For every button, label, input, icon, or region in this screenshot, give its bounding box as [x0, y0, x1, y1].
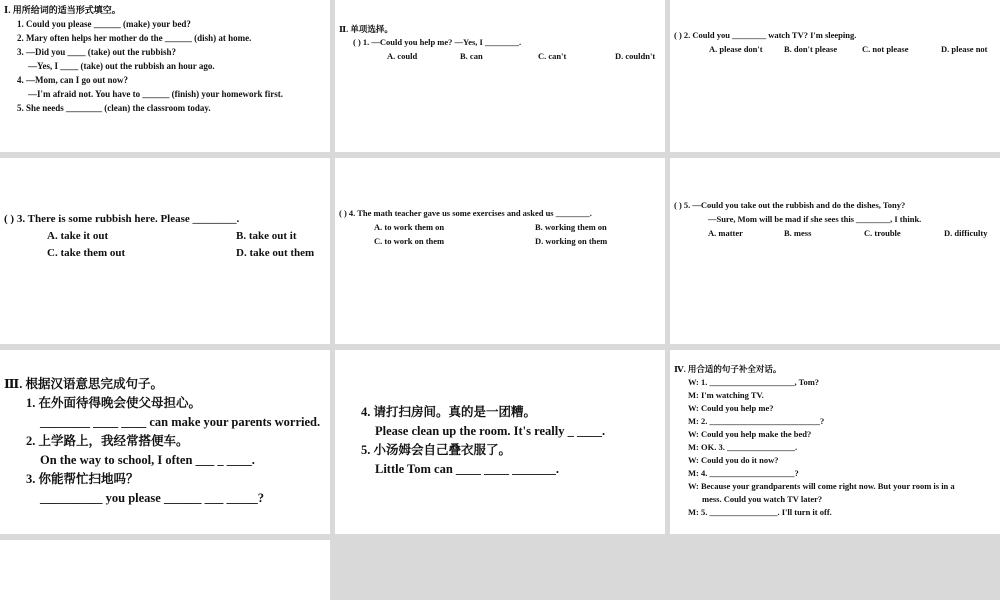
dialogue-line: M: OK. 3. ________________.: [688, 442, 798, 452]
question-line: 2. Mary often helps her mother do the ______ (dish) at home.: [17, 33, 252, 43]
option-b: B. can: [460, 51, 483, 61]
question-line: ________ ____ ____ can make your parents worried.: [40, 415, 321, 429]
section-heading: Ⅲ. 根据汉语意思完成句子。: [4, 377, 163, 391]
dialogue-line: W: Could you help me?: [688, 403, 774, 413]
panel-translation-2: [335, 350, 665, 534]
question-line: __________ you please ______ ___ _____?: [40, 491, 264, 505]
dialogue-line: M: I'm watching TV.: [688, 390, 764, 400]
section-heading: Ⅳ. 用合适的句子补全对话。: [674, 364, 782, 374]
panel-choice-q3: [0, 158, 330, 344]
dialogue-line: M: 4. ____________________?: [688, 468, 799, 478]
option-b: B. mess: [784, 228, 812, 238]
question-line: 1. Could you please ______ (make) your bed?: [17, 19, 191, 29]
option-c: C. can't: [538, 51, 567, 61]
question-line: Little Tom can ____ ____ _______.: [375, 462, 560, 476]
option-d: D. take out them: [236, 247, 315, 259]
dialogue-line: M: 5. ________________. I'll turn it off.: [688, 507, 832, 517]
panel-choice-q4: [335, 158, 665, 344]
option-a: A. to work them on: [374, 222, 445, 232]
question-line: 5. 小汤姆会自己叠衣服了。: [361, 443, 512, 457]
question-line: 2. 上学路上，我经常搭便车。: [26, 434, 189, 448]
option-c: C. to work on them: [374, 236, 445, 246]
question-text: ( ) 4. The math teacher gave us some exercises and asked us ________.: [339, 208, 592, 218]
question-line: 3. —Did you ____ (take) out the rubbish?: [17, 47, 177, 57]
option-c: C. trouble: [864, 228, 901, 238]
option-d: D. couldn't: [615, 51, 656, 61]
panel-translation-1: [0, 350, 330, 534]
question-text: ( ) 3. There is some rubbish here. Please ________.: [4, 213, 240, 225]
dialogue-line: W: Because your grandparents will come right now. But your room is in a: [688, 481, 955, 491]
option-b: B. working them on: [535, 222, 607, 232]
option-a: A. please don't: [709, 44, 763, 54]
question-line: On the way to school, I often ___ _ ____.: [40, 453, 255, 467]
option-a: A. matter: [708, 228, 743, 238]
panel-blank: [0, 540, 330, 600]
section-heading: Ⅰ. 用所给词的适当形式填空。: [4, 5, 121, 15]
option-a: A. could: [387, 51, 418, 61]
dialogue-line: W: 1. ____________________, Tom?: [688, 377, 820, 387]
dialogue-line: W: Could you help make the bed?: [688, 429, 812, 439]
option-a: A. take it out: [47, 230, 109, 242]
option-b: B. take out it: [236, 230, 297, 242]
question-line: —I'm afraid not. You have to ______ (finish) your homework first.: [28, 89, 284, 99]
option-d: D. difficulty: [944, 228, 988, 238]
question-line: —Yes, I ____ (take) out the rubbish an hour ago.: [28, 61, 215, 71]
panel-fill-in-words: [0, 0, 330, 152]
dialogue-line: M: 2. __________________________?: [688, 416, 825, 426]
option-b: B. don't please: [784, 44, 838, 54]
panel-choice-q1: [335, 0, 665, 152]
panel-dialogue: [670, 350, 1000, 534]
section-heading: Ⅱ. 单项选择。: [339, 24, 393, 34]
question-text: ( ) 1. —Could you help me? —Yes, I ________.: [353, 37, 522, 47]
question-text: —Sure, Mom will be mad if she sees this ________, I think.: [708, 214, 922, 224]
question-line: 3. 你能帮忙扫地吗？: [26, 472, 139, 486]
panel-choice-q2: [670, 0, 1000, 152]
question-line: 4. 请打扫房间。真的是一团糟。: [361, 405, 537, 419]
option-d: D. please not: [941, 44, 988, 54]
option-d: D. working on them: [535, 236, 608, 246]
panel-choice-q5: [670, 158, 1000, 344]
dialogue-line: W: Could you do it now?: [688, 455, 779, 465]
question-line: 5. She needs ________ (clean) the classroom today.: [17, 103, 211, 113]
question-text: ( ) 5. —Could you take out the rubbish and do the dishes, Tony?: [674, 200, 906, 210]
dialogue-line: mess. Could you watch TV later?: [702, 494, 823, 504]
question-line: 1. 在外面待得晚会使父母担心。: [26, 396, 202, 410]
question-line: 4. —Mom, can I go out now?: [17, 75, 129, 85]
option-c: C. not please: [862, 44, 909, 54]
question-text: ( ) 2. Could you ________ watch TV? I'm sleeping.: [674, 30, 857, 40]
option-c: C. take them out: [47, 247, 126, 259]
question-line: Please clean up the room. It's really _ ____.: [375, 424, 606, 438]
